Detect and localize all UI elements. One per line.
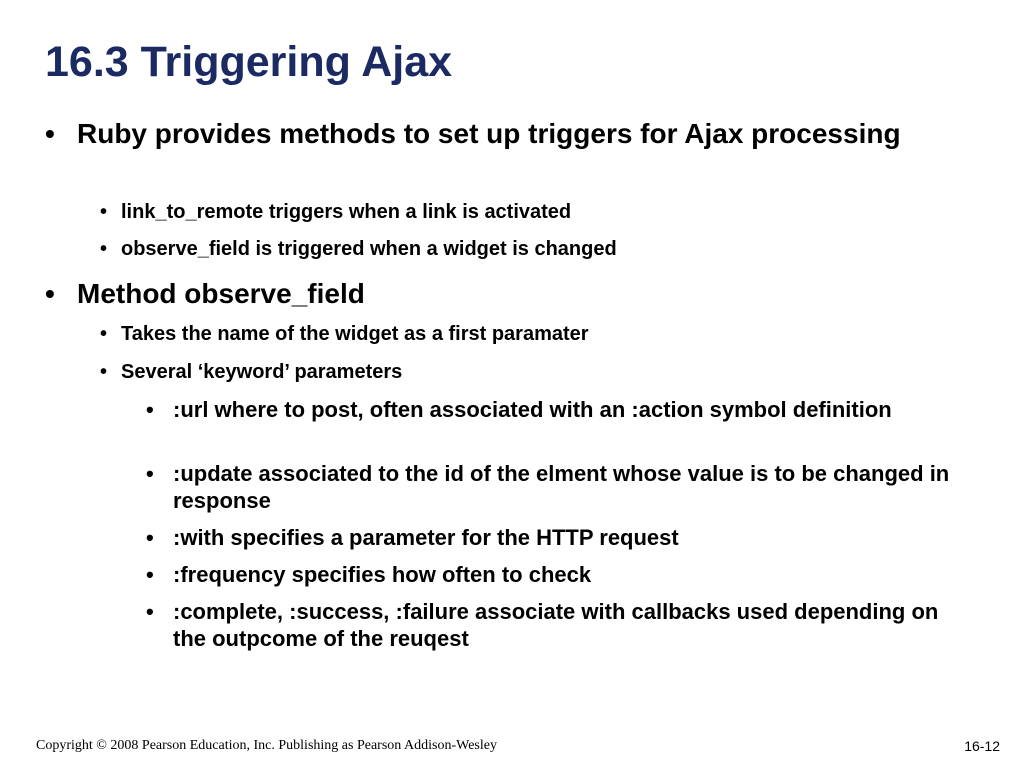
bullet-url-param bbox=[146, 396, 966, 423]
bullet-text: Several ‘keyword’ parameters bbox=[121, 361, 403, 383]
bullet-keyword-parameters bbox=[100, 359, 920, 385]
bullet-callbacks-param bbox=[146, 598, 966, 652]
bullet-ruby-triggers bbox=[45, 115, 925, 152]
bullet-text: observe_field is triggered when a widget is changed bbox=[121, 238, 617, 260]
bullet-text: Takes the name of the widget as a first paramater bbox=[121, 323, 589, 345]
bullet-mark: • bbox=[146, 599, 154, 624]
bullet-mark: • bbox=[100, 238, 108, 260]
bullet-observe-field-trigger bbox=[100, 236, 920, 262]
bullet-text: :with specifies a parameter for the HTTP request bbox=[173, 525, 679, 550]
bullet-link-to-remote bbox=[100, 199, 920, 225]
bullet-mark: • bbox=[100, 201, 108, 223]
bullet-update-param bbox=[146, 460, 966, 514]
bullet-widget-name bbox=[100, 321, 920, 347]
bullet-mark: • bbox=[100, 323, 108, 345]
page-number: 16-12 bbox=[964, 738, 1000, 754]
bullet-mark: • bbox=[146, 562, 154, 587]
slide-title: 16.3 Triggering Ajax bbox=[45, 38, 453, 86]
bullet-mark: • bbox=[45, 118, 55, 149]
bullet-method-observe-field bbox=[45, 275, 925, 312]
bullet-frequency-param bbox=[146, 561, 966, 588]
bullet-text: Method observe_field bbox=[77, 278, 365, 309]
bullet-mark: • bbox=[146, 397, 154, 422]
copyright-footer: Copyright © 2008 Pearson Education, Inc. Publishing as Pearson Addison-Wesley bbox=[36, 738, 497, 753]
bullet-with-param bbox=[146, 524, 966, 551]
bullet-text: :update associated to the id of the elment whose value is to be changed in response bbox=[173, 461, 950, 513]
bullet-text: :complete, :success, :failure associate with callbacks used depending on the outpcome of the reuqest bbox=[173, 599, 939, 651]
bullet-text: Ruby provides methods to set up triggers for Ajax processing bbox=[77, 118, 901, 149]
bullet-mark: • bbox=[146, 461, 154, 486]
bullet-text: link_to_remote triggers when a link is activated bbox=[121, 201, 572, 223]
bullet-mark: • bbox=[146, 525, 154, 550]
bullet-text: :frequency specifies how often to check bbox=[173, 562, 592, 587]
bullet-mark: • bbox=[100, 361, 108, 383]
bullet-text: :url where to post, often associated with an :action symbol definition bbox=[173, 397, 892, 422]
bullet-mark: • bbox=[45, 278, 55, 309]
